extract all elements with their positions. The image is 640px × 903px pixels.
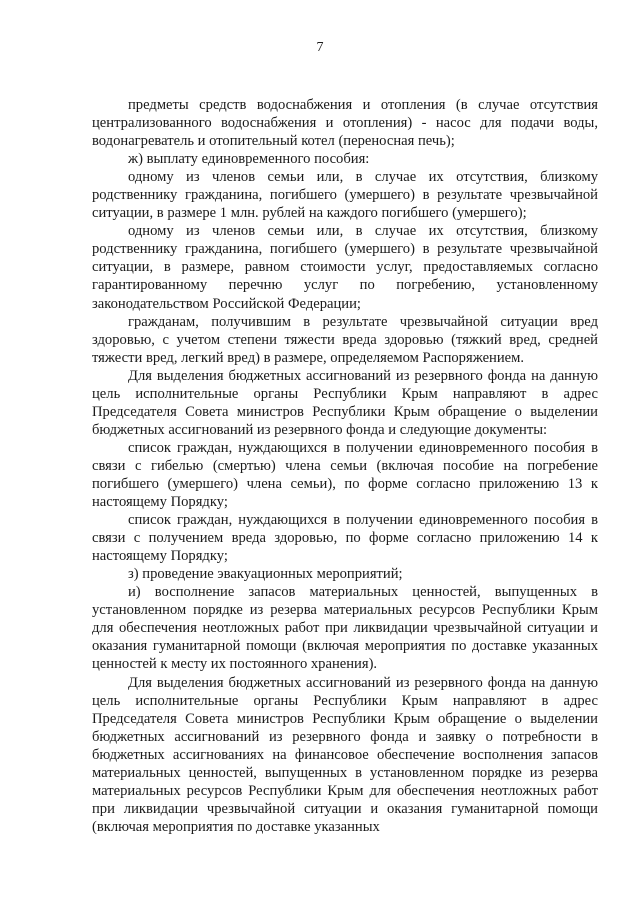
paragraph-item-z-evacuation: з) проведение эвакуационных мероприятий;: [128, 566, 403, 583]
paragraph-water-heating-items: предметы средств водоснабжения и отопления (в случае отсутствия централизованного водоснабжения и отопления) - насос для подачи воды, водонагреватель и отопительный котел (переносная печь);: [92, 97, 598, 150]
paragraph-allocation-request-documents: Для выделения бюджетных ассигнований из резервного фонда на данную цель исполнительные органы Республики Крым направляют в адрес Председателя Совета министров Республики Крым обращение о выделении бюджетных ассигнований из резервного фонда и следующие документы:: [92, 367, 598, 438]
paragraph-list-health-benefit: список граждан, нуждающихся в получении единовременного пособия в связи с получением вреда здоровью, по форме согласно приложению 14 к настоящему Порядку;: [92, 512, 598, 565]
paragraph-item-i-restock-reserves: и) восполнение запасов материальных ценностей, выпущенных в установленном порядке из резерва материальных ресурсов Республики Крым для обеспечения неотложных работ при ликвидации чрезвычайной ситуации и оказания гуманитарной помощи (включая мероприятия по доставке указанных ценностей к месту их постоянного хранения).: [92, 584, 598, 673]
paragraph-family-member-1-million: одному из членов семьи или, в случае их отсутствия, близкому родственнику гражданина, погибшего (умершего) в результате чрезвычайной ситуации, в размере 1 млн. рублей на каждого погибшего (умершего);: [92, 169, 598, 222]
paragraph-allocation-request-restock: Для выделения бюджетных ассигнований из резервного фонда на данную цель исполнительные органы Республики Крым направляют в адрес Председателя Совета министров Республики Крым обращение о выделении бюджетных ассигнований из резервного фонда и заявку о потребности в бюджетных ассигнованиях на финансовое обеспечение восполнения запасов материальных ценностей, выпущенных в установленном порядке из резерва материальных ресурсов Республики Крым для обеспечения неотложных работ при ликвидации чрезвычайной ситуации и оказания гуманитарной помощи (включая мероприятия по доставке указанных: [92, 674, 598, 835]
paragraph-family-member-burial-cost: одному из членов семьи или, в случае их отсутствия, близкому родственнику гражданина, погибшего (умершего) в результате чрезвычайной ситуации, в размере, равном стоимости услуг, предоставляемых согласно гарантированному перечню услуг по погребению, установленному законодательством Российской Федерации;: [92, 223, 598, 312]
paragraph-list-death-benefit: список граждан, нуждающихся в получении единовременного пособия в связи с гибелью (смертью) члена семьи (включая пособие на погребение погибшего (умершего) члена семьи), по форме согласно приложению 13 к настоящему Порядку;: [92, 439, 598, 511]
page-number: 7: [316, 40, 324, 55]
paragraph-item-zh-lump-sum: ж) выплату единовременного пособия:: [128, 151, 370, 168]
paragraph-health-harm-citizens: гражданам, получившим в результате чрезвычайной ситуации вред здоровью, с учетом степени тяжести вреда здоровью (тяжкий вред, средней тяжести вред, легкий вред) в размере, определяемом Распоряжением.: [92, 313, 598, 366]
document-body: [92, 96, 598, 836]
